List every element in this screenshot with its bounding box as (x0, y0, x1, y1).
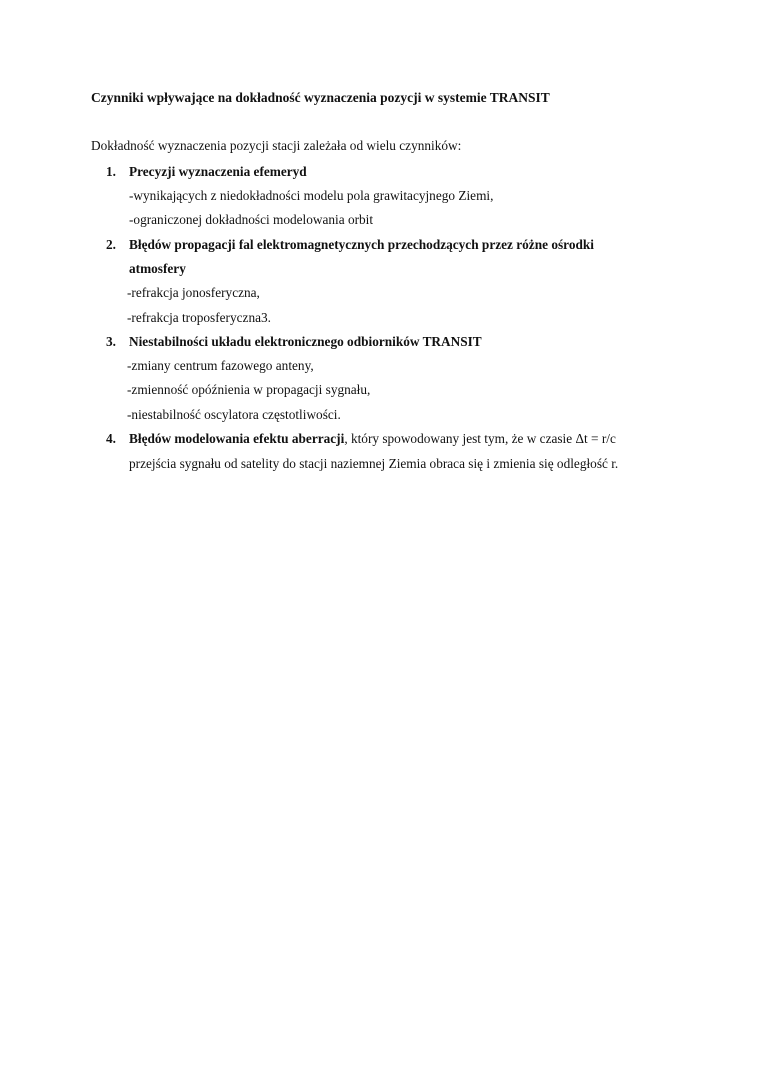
list-item-3-number: 3. (106, 334, 116, 349)
list-item-3-line-3: -niestabilność oscylatora częstotliwości. (127, 407, 341, 422)
list-item-4-line-2: przejścia sygnału od satelity do stacji naziemnej Ziemia obraca się i zmienia się odległość r. (129, 456, 619, 471)
list-item-4-number: 4. (106, 431, 116, 446)
list-item-1-line-2: -ograniczonej dokładności modelowania orbit (129, 212, 374, 227)
list-item-1-number: 1. (106, 164, 116, 179)
list-item-3-line-2: -zmienność opóźnienia w propagacji sygnału, (127, 382, 371, 397)
list-item-3-heading: Niestabilności układu elektronicznego odbiorników TRANSIT (129, 334, 482, 349)
list-item-3-line-1: -zmiany centrum fazowego anteny, (127, 358, 314, 373)
list-item-4-heading: Błędów modelowania efektu aberracji (129, 431, 345, 446)
list-item-2-heading-line-2: atmosfery (129, 261, 186, 276)
list-item-1-line-1: -wynikających z niedokładności modelu pola grawitacyjnego Ziemi, (129, 188, 494, 203)
list-item-2-heading-line-1: Błędów propagacji fal elektromagnetycznych przechodzących przez różne ośrodki (129, 237, 594, 252)
document-title: Czynniki wpływające na dokładność wyznaczenia pozycji w systemie TRANSIT (91, 90, 550, 105)
list-item-4-line-1 (129, 430, 616, 448)
list-item-2-number: 2. (106, 237, 116, 252)
list-item-2-line-1: -refrakcja jonosferyczna, (127, 285, 260, 300)
list-item-2-line-2: -refrakcja troposferyczna3. (127, 310, 271, 325)
intro-paragraph: Dokładność wyznaczenia pozycji stacji zależała od wielu czynników: (91, 138, 462, 153)
list-item-4-heading-rest: , który spowodowany jest tym, że w czasie Δt = r/c (344, 431, 616, 446)
list-item-1-heading: Precyzji wyznaczenia efemeryd (129, 164, 307, 179)
